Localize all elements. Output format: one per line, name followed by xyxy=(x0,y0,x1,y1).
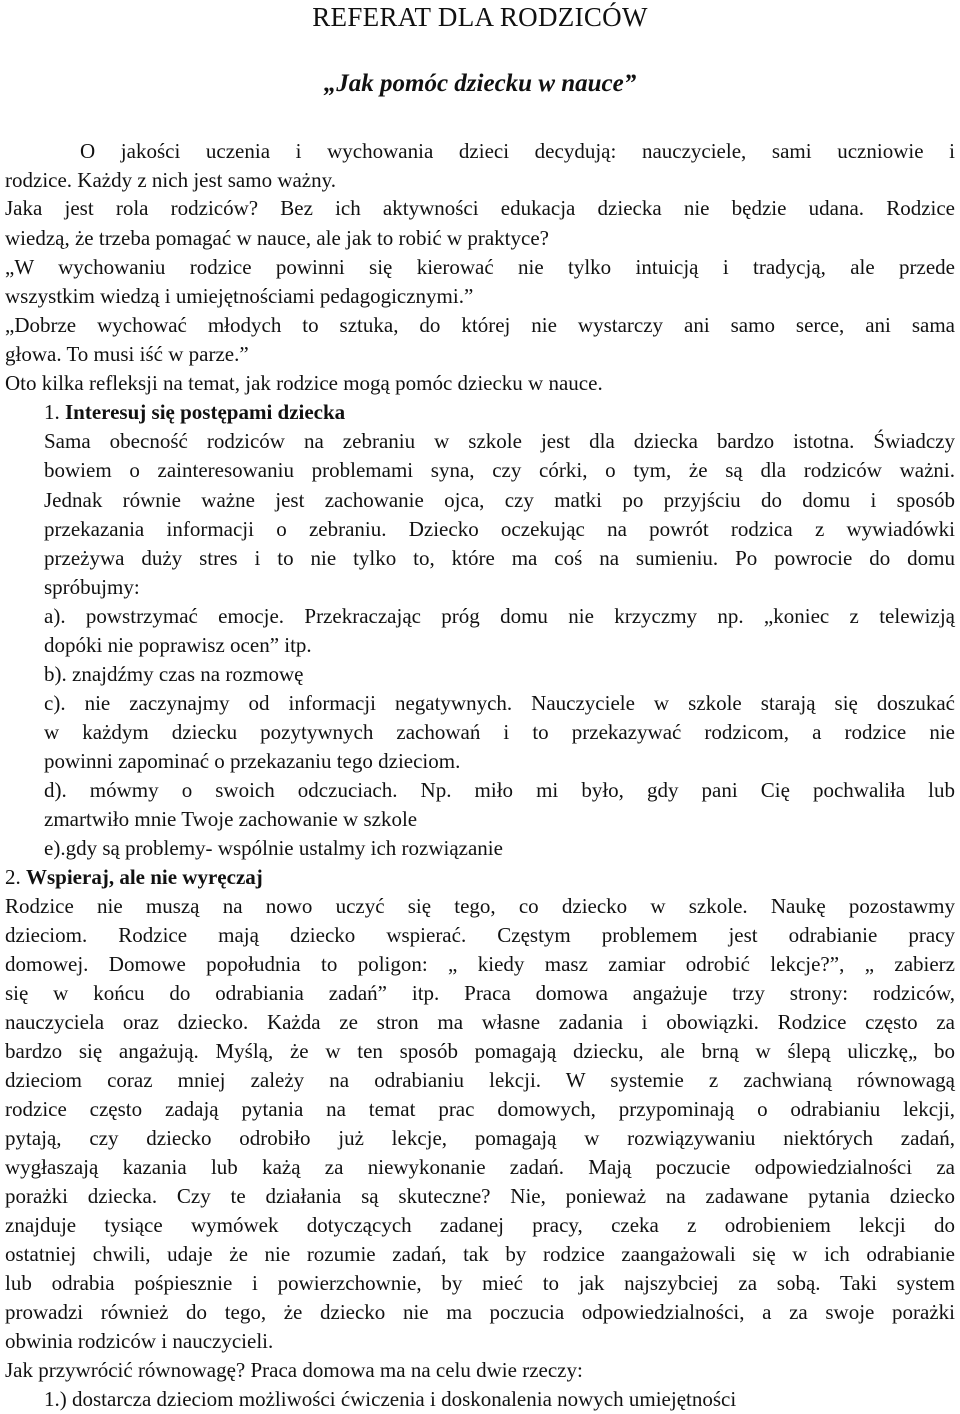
page-subtitle: „Jak pomóc dziecku w nauce” xyxy=(323,70,637,97)
section-number: 1. xyxy=(44,400,60,424)
text-line: się w końcu do odrabiania zadań” itp. Praca domowa angażuje trzy strony: rodziców, xyxy=(5,981,955,1005)
list-item: e).gdy są problemy- wspólnie ustalmy ich rozwiązanie xyxy=(44,836,503,860)
text-line: domowej. Domowe popołudnia to poligon: „ kiedy masz zamiar odrobić lekcje?”, „ zabierz xyxy=(5,952,955,976)
section-title: Interesuj się postępami dziecka xyxy=(65,400,346,424)
section-heading-1 xyxy=(44,398,954,427)
text-line: lub odrabia pośpiesznie i powierzchownie, by mieć to jak najszybciej za sobą. Taki system xyxy=(5,1271,955,1295)
text-line: O jakości uczenia i wychowania dzieci decydują: nauczyciele, sami uczniowie i xyxy=(80,139,955,163)
quote-line: „Dobrze wychować młodych to sztuka, do której nie wystarczy ani samo serce, ani sama xyxy=(5,313,955,337)
text-line: Jaka jest rola rodziców? Bez ich aktywności edukacja dziecka nie będzie udana. Rodzice xyxy=(5,196,955,220)
list-item: w każdym dziecku pozytywnych zachowań i to przekazywać rodzicom, a rodzice nie xyxy=(44,720,955,744)
section-title: Wspieraj, ale nie wyręczaj xyxy=(26,865,263,889)
list-item: zmartwiło mnie Twoje zachowanie w szkole xyxy=(44,807,418,831)
text-line: rodzice często zadają pytania na temat prac domowych, przypominają o odrabianiu lekcji, xyxy=(5,1097,955,1121)
list-item: powinni zapominać o przekazaniu tego dzieciom. xyxy=(44,749,461,773)
quote-line: głowa. To musi iść w parze.” xyxy=(5,342,249,366)
text-line: Sama obecność rodziców na zebraniu w szkole jest dla dziecka bardzo istotna. Świadczy xyxy=(44,429,955,453)
text-line: wiedzą, że trzeba pomagać w nauce, ale jak to robić w praktyce? xyxy=(5,226,549,250)
list-item: c). nie zaczynajmy od informacji negatywnych. Nauczyciele w szkole starają się doszukać xyxy=(44,691,955,715)
text-line: dzieciom. Rodzice mają dziecko wspierać. Częstym problemem jest odrabianie pracy xyxy=(5,923,955,947)
quote-line: „W wychowaniu rodzice powinni się kierować nie tylko intuicją i tradycją, ale przede xyxy=(5,255,955,279)
text-line: obwinia rodziców i nauczycieli. xyxy=(5,1329,274,1353)
text-line: spróbujmy: xyxy=(44,575,140,599)
text-line: wygłaszają kazania lub każą za niewykonanie zadań. Mają poczucie odpowiedzialności za xyxy=(5,1155,955,1179)
list-text: dostarcza dzieciom możliwości ćwiczenia i doskonalenia nowych umiejętności xyxy=(72,1387,737,1411)
text-line: nauczyciela oraz dziecko. Każda ze stron ma własne zadania i obowiązki. Rodzice często za xyxy=(5,1010,955,1034)
list-item: dopóki nie poprawisz ocen” itp. xyxy=(44,633,312,657)
quote-line: wszystkim wiedzą i umiejętnościami pedagogicznymi.” xyxy=(5,284,474,308)
list-number: 1.) xyxy=(44,1387,67,1411)
list-item: b). znajdźmy czas na rozmowę xyxy=(44,662,304,686)
text-line: znajduje tysiące wymówek dotyczących zadanej pracy, czeka z odrobieniem lekcji do xyxy=(5,1213,955,1237)
list-item: a). powstrzymać emocje. Przekraczając próg domu nie krzyczmy np. „koniec z telewizją xyxy=(44,604,955,628)
text-line: rodzice. Każdy z nich jest samo ważny. xyxy=(5,168,337,192)
text-line: bowiem o zainteresowaniu problemami syna, czy córki, o tym, że są dla rodziców ważni. xyxy=(44,458,955,482)
text-line: pytają, czy dziecko odrobiło już lekcje, pomagają w rozwiązywaniu niektórych zadań, xyxy=(5,1126,955,1150)
text-line: Oto kilka refleksji na temat, jak rodzice mogą pomóc dziecku w nauce. xyxy=(5,371,603,395)
text-line: prowadzi również do tego, że dziecko nie ma poczucia odpowiedzialności, a za swoje porażki xyxy=(5,1300,955,1324)
text-line: bardzo się angażują. Myślą, że w ten sposób pomagają dziecku, ale brną w ślepą uliczkę„ bo xyxy=(5,1039,955,1063)
section-number: 2. xyxy=(5,865,21,889)
text-line: przeżywa duży stres i to nie tylko to, które ma coś na sumieniu. Po powrocie do domu xyxy=(44,546,955,570)
text-line: ostatniej chwili, udaje że nie rozumie zadań, tak by rodzice zaangażowali się w ich odrabianie xyxy=(5,1242,955,1266)
page-title: REFERAT DLA RODZICÓW xyxy=(312,2,648,32)
text-line: dzieciom coraz mniej zależy na odrabianiu lekcji. W systemie z zachwianą równowagą xyxy=(5,1068,955,1092)
numbered-list-item xyxy=(44,1385,955,1414)
text-line: Jak przywrócić równowagę? Praca domowa ma na celu dwie rzeczy: xyxy=(5,1358,583,1382)
text-line: Jednak równie ważne jest zachowanie ojca, czy matki po przyjściu do domu i sposób xyxy=(44,488,955,512)
text-line: przekazania informacji o zebraniu. Dziecko oczekując na powrót rodzica z wywiadówki xyxy=(44,517,955,541)
section-heading-2 xyxy=(5,863,955,892)
text-line: porażki dziecka. Czy te działania są skuteczne? Nie, ponieważ na zadawane pytania dziecko xyxy=(5,1184,955,1208)
list-item: d). mówmy o swoich odczuciach. Np. miło mi było, gdy pani Cię pochwaliła lub xyxy=(44,778,955,802)
text-line: Rodzice nie muszą na nowo uczyć się tego, co dziecko w szkole. Naukę pozostawmy xyxy=(5,894,955,918)
